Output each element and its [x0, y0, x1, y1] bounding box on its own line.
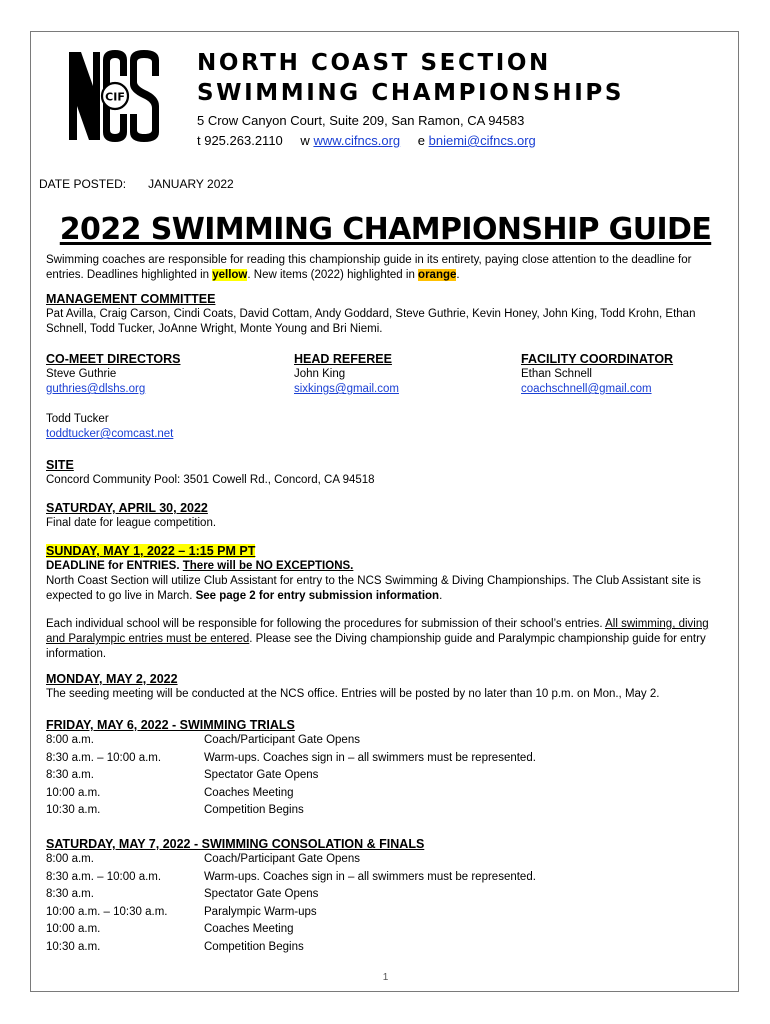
schedule-time: 8:00 a.m.	[46, 734, 94, 746]
may7-section	[46, 836, 728, 957]
schedule-row	[46, 803, 536, 821]
org-name-line1: NORTH COAST SECTION	[197, 50, 551, 76]
intro-paragraph	[46, 253, 728, 283]
schedule-event: Competition Begins	[204, 940, 304, 953]
schedule-row	[46, 852, 536, 870]
may7-heading: SATURDAY, MAY 7, 2022 - SWIMMING CONSOLATION & FINALS	[46, 837, 425, 851]
facility-heading: FACILITY COORDINATOR	[521, 352, 674, 366]
management-section	[46, 291, 728, 337]
site-text: Concord Community Pool: 3501 Cowell Rd., Concord, CA 94518	[46, 474, 375, 486]
may6-schedule	[46, 733, 536, 821]
schedule-row	[46, 870, 536, 888]
referee-name: John King	[294, 368, 346, 380]
schedule-row	[46, 733, 536, 751]
may6-heading: FRIDAY, MAY 6, 2022 - SWIMMING TRIALS	[46, 718, 295, 732]
intro-text-2: . New items (2022) highlighted in	[247, 269, 419, 281]
may2-heading: MONDAY, MAY 2, 2022	[46, 672, 178, 686]
page-title: 2022 SWIMMING CHAMPIONSHIP GUIDE	[59, 212, 712, 247]
page-number: 1	[382, 972, 389, 983]
yellow-highlight: yellow	[212, 269, 248, 281]
ncs-cif-logo	[67, 46, 162, 146]
schedule-event: Spectator Gate Opens	[204, 888, 319, 900]
schedule-time: 10:00 a.m.	[46, 786, 101, 799]
april30-text: Final date for league competition.	[46, 517, 217, 529]
may1-p2-text-1: Each individual school will be responsible for following the procedures for submission of their school’s entries.	[46, 618, 606, 630]
comeet-directors	[46, 351, 181, 442]
may1-section	[46, 543, 728, 662]
referee-email[interactable]: sixkings@gmail.com	[294, 383, 399, 395]
date-posted-label: DATE POSTED:	[39, 177, 127, 191]
may6-section	[46, 717, 728, 821]
schedule-row	[46, 922, 536, 940]
intro-text-1: Swimming coaches are responsible for reading this championship guide in its entirety, paying close attention to the deadline for entries. Deadlines highlighted in	[46, 254, 692, 281]
schedule-event: Coaches Meeting	[204, 923, 294, 935]
schedule-event: Coach/Participant Gate Opens	[204, 853, 360, 865]
schedule-time: 10:00 a.m. – 10:30 a.m.	[46, 905, 168, 918]
may7-schedule	[46, 852, 536, 957]
date-posted	[39, 177, 234, 191]
may1-p1-text-2: .	[439, 590, 443, 602]
contacts-section	[46, 351, 728, 446]
schedule-event: Warm-ups. Coaches sign in – all swimmers must be represented.	[204, 751, 536, 764]
schedule-event: Paralympic Warm-ups	[204, 905, 317, 918]
schedule-event: Coaches Meeting	[204, 786, 294, 799]
schedule-time: 10:00 a.m.	[46, 923, 101, 935]
april30-section	[46, 500, 728, 531]
schedule-time: 10:30 a.m.	[46, 804, 101, 816]
document-page	[30, 31, 739, 992]
comeet-name-2: Todd Tucker	[46, 413, 109, 425]
schedule-event: Spectator Gate Opens	[204, 769, 319, 781]
svg-text:CIF: CIF	[105, 90, 125, 104]
facility-name: Ethan Schnell	[521, 368, 592, 380]
website-link[interactable]: www.cifncs.org	[313, 133, 401, 148]
comeet-email-1[interactable]: guthries@dlshs.org	[46, 383, 146, 395]
org-name-line2: SWIMMING CHAMPIONSHIPS	[197, 80, 624, 106]
email-prefix: e	[417, 133, 425, 148]
may1-p1-text-1: North Coast Section will utilize Club Assistant for entry to the NCS Swimming & Diving Championships. The Club Assistant site is expected to go live in March.	[46, 575, 701, 602]
may1-p2-text-2: . Please see the Diving championship guide and Paralympic championship guide for entry information.	[46, 633, 706, 660]
intro-text-3: .	[456, 269, 460, 281]
schedule-time: 8:30 a.m. – 10:00 a.m.	[46, 870, 162, 883]
facility-email[interactable]: coachschnell@gmail.com	[521, 383, 652, 395]
site-section	[46, 457, 728, 488]
management-heading: MANAGEMENT COMMITTEE	[46, 292, 216, 306]
april30-heading: SATURDAY, APRIL 30, 2022	[46, 501, 208, 515]
schedule-time: 8:30 a.m.	[46, 769, 94, 781]
org-phone: t 925.263.2110	[197, 133, 283, 148]
schedule-event: Competition Begins	[204, 804, 304, 816]
may1-p1-bold: See page 2 for entry submission information	[195, 590, 440, 602]
head-referee	[294, 351, 399, 397]
site-heading: SITE	[46, 458, 74, 472]
org-name	[197, 48, 624, 108]
schedule-row	[46, 940, 536, 958]
comeet-email-2[interactable]: toddtucker@comcast.net	[46, 428, 174, 440]
date-posted-value: JANUARY 2022	[148, 177, 234, 191]
schedule-row	[46, 751, 536, 769]
comeet-heading: CO-MEET DIRECTORS	[46, 352, 181, 366]
schedule-time: 10:30 a.m.	[46, 940, 101, 953]
schedule-event: Warm-ups. Coaches sign in – all swimmers must be represented.	[204, 870, 536, 883]
schedule-row	[46, 887, 536, 905]
web-prefix: w	[300, 133, 310, 148]
org-contact	[197, 132, 536, 150]
schedule-event: Coach/Participant Gate Opens	[204, 734, 360, 746]
comeet-name-1: Steve Guthrie	[46, 368, 117, 380]
schedule-row	[46, 768, 536, 786]
schedule-row	[46, 905, 536, 923]
facility-coordinator	[521, 351, 673, 397]
may2-text: The seeding meeting will be conducted at the NCS office. Entries will be posted by no later than 10 p.m. on Mon., May 2.	[46, 688, 660, 700]
email-link[interactable]: bniemi@cifncs.org	[428, 133, 536, 148]
orange-highlight: orange	[418, 269, 457, 281]
may1-heading: SUNDAY, MAY 1, 2022 – 1:15 PM PT	[46, 544, 256, 558]
may2-section	[46, 671, 728, 702]
schedule-row	[46, 786, 536, 804]
may1-p2-underline: All swimming, diving and Paralympic entries must be entered	[46, 618, 709, 645]
deadline-note: There will be NO EXCEPTIONS.	[182, 560, 354, 572]
schedule-time: 8:00 a.m.	[46, 853, 94, 865]
referee-heading: HEAD REFEREE	[294, 352, 392, 366]
schedule-time: 8:30 a.m.	[46, 888, 94, 900]
deadline-label: DEADLINE for ENTRIES.	[46, 560, 180, 572]
schedule-time: 8:30 a.m. – 10:00 a.m.	[46, 751, 162, 764]
org-address: 5 Crow Canyon Court, Suite 209, San Ramon, CA 94583	[197, 113, 525, 128]
management-members: Pat Avilla, Craig Carson, Cindi Coats, David Cottam, Andy Goddard, Steve Guthrie, Kevin Honey, John King, Todd Krohn, Ethan Schnell, Todd Tucker, JoAnne Wright, Monte Young and Bri Niemi.	[46, 308, 696, 335]
